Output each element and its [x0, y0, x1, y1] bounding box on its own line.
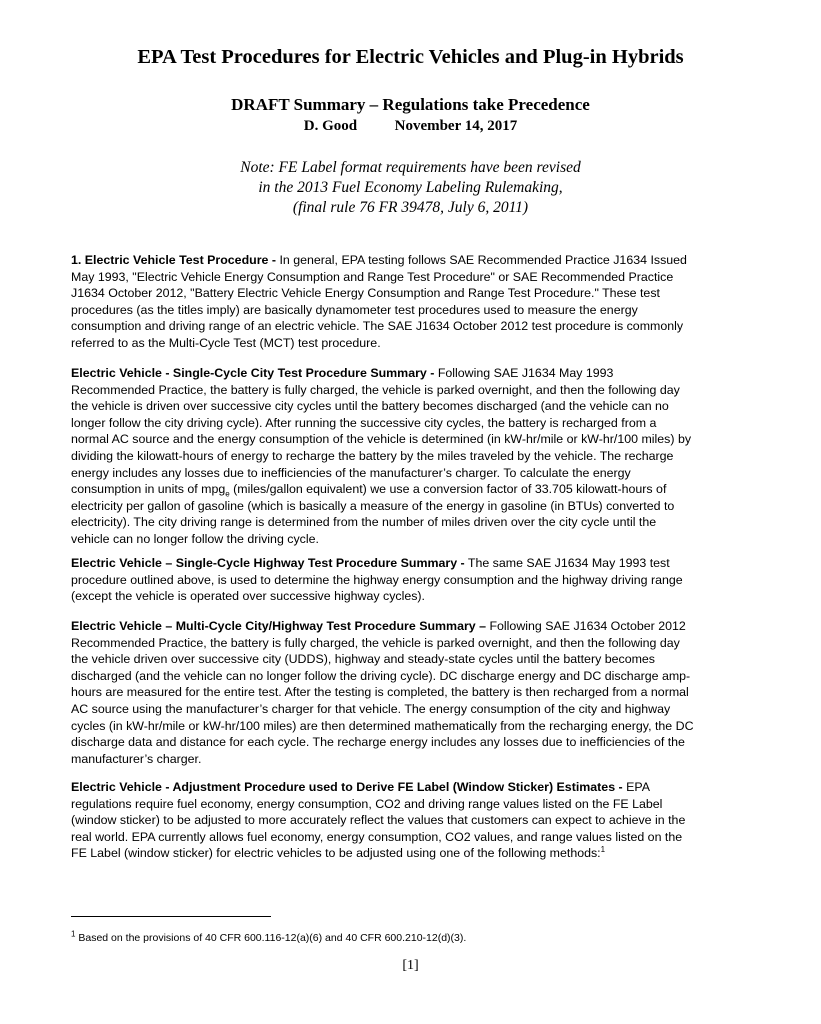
section-adjustment-procedure: Electric Vehicle - Adjustment Procedure used to Derive FE Label (Window Sticker) Estimates - EPA regulations require fuel economy, energy consumption, CO2 and driving range values listed on the FE Label (window sticker) to be adjusted to more accurately reflect the values that customers can expect to achieve in the real world. EPA currently allows fuel economy, energy consumption, CO2 values, and range values listed on the FE Label (window sticker) for electric vehicles to be adjusted using one of the following methods:$^1$ — [71, 780, 686, 861]
section-single-cycle-city: Electric Vehicle - Single-Cycle City Test Procedure Summary - Following SAE J1634 May 1993 Recommended Practice, the battery is fully charged, the vehicle is parked overnight, and then the following day the vehicle is driven over successive city cycles until the battery becomes discharged (and the vehicle can no longer follow the city driving cycle). After running the successive city cycles, the battery is recharged from a normal AC source and the energy consumption of the vehicle is determined (in kW-hr/mile or kW-hr/100 miles) by dividing the kilowatt-hours of energy to recharge the battery by the miles traveled by the vehicle. The recharge energy includes any losses due to inefficiencies of the manufacturer’s charger. To calculate the energy consumption in units of mpg$_e$ (miles/gallon equivalent) we use a conversion factor of 33.705 kilowatt-hours of electricity per gallon of gasoline (which is basically a measure of the energy in gasoline (in BTUs) converted to electricity). The city driving range is determined from the number of miles driven over the city cycle until the vehicle can no longer follow the driving cycle. — [71, 366, 692, 546]
section-heading: Electric Vehicle - Single-Cycle City Test Procedure Summary - — [71, 366, 435, 380]
document-date: November 14, 2017 — [394, 118, 518, 134]
footnote-reference[interactable]: 1 — [600, 845, 606, 855]
section-heading: Electric Vehicle - Adjustment Procedure used to Derive FE Label (Window Sticker) Estimates - — [71, 780, 623, 794]
section-single-cycle-highway: Electric Vehicle – Single-Cycle Highway Test Procedure Summary - The same SAE J1634 May 1993 test procedure outlined above, is used to determine the highway energy consumption and the highway driving range (except the vehicle is operated over successive highway cycles). — [71, 556, 683, 604]
note-line: (final rule 76 FR 39478, July 6, 2011) — [292, 199, 529, 216]
note-line: Note: FE Label format requirements have been revised — [240, 159, 581, 176]
author-date-line — [0, 118, 821, 135]
section-heading: Electric Vehicle – Single-Cycle Highway Test Procedure Summary - — [71, 556, 465, 570]
document-title: EPA Test Procedures for Electric Vehicles and Plug-in Hybrids — [137, 46, 684, 68]
section-heading: 1. Electric Vehicle Test Procedure - — [71, 253, 276, 267]
footnote: $^1$ Based on the provisions of 40 CFR 600.116-12(a)(6) and 40 CFR 600.210-12(d)(3). — [71, 929, 467, 944]
section-ev-test-procedure: 1. Electric Vehicle Test Procedure - In general, EPA testing follows SAE Recommended Practice J1634 Issued May 1993, "Electric Vehicle Energy Consumption and Range Test Procedure" or SAE Recommended Practice J1634 October 2012, "Battery Electric Vehicle Energy Consumption and Range Test Procedure." These test procedures (as the titles imply) are basically dynamometer test procedures used to measure the energy consumption and driving range of an electric vehicle. The SAE J1634 October 2012 test procedure is commonly referred to as the Multi-Cycle Test (MCT) test procedure. — [71, 253, 687, 350]
document-subtitle: DRAFT Summary – Regulations take Precedence — [231, 95, 590, 114]
author-name: D. Good — [303, 118, 358, 134]
revision-note — [0, 158, 821, 218]
page-number: [1] — [402, 958, 419, 973]
section-multi-cycle: Electric Vehicle – Multi-Cycle City/Highway Test Procedure Summary – Following SAE J1634 October 2012 Recommended Practice, the battery is fully charged, the vehicle is parked overnight, and then the following day the vehicle driven over successive city (UDDS), highway and steady-state cycles until the battery becomes discharged (and the vehicle can no longer follow the driving cycle). DC discharge energy and DC discharge amp- hours are measured for the entire test. After the testing is completed, the battery is then recharged from a normal AC source using the manufacturer’s charger for that vehicle. The energy consumption of the city and highway cycles (in kW-hr/mile or kW-hr/100 miles) are then determined mathematically from the recharging energy, the DC discharge data and distance for each cycle. The recharge energy includes any losses due to inefficiencies of the manufacturer’s charger. — [71, 619, 694, 766]
section-heading: Electric Vehicle – Multi-Cycle City/Highway Test Procedure Summary – — [71, 619, 487, 633]
footnote-mark: 1 — [71, 929, 76, 939]
note-line: in the 2013 Fuel Economy Labeling Rulemaking, — [258, 179, 563, 196]
footnote-divider — [71, 916, 271, 917]
